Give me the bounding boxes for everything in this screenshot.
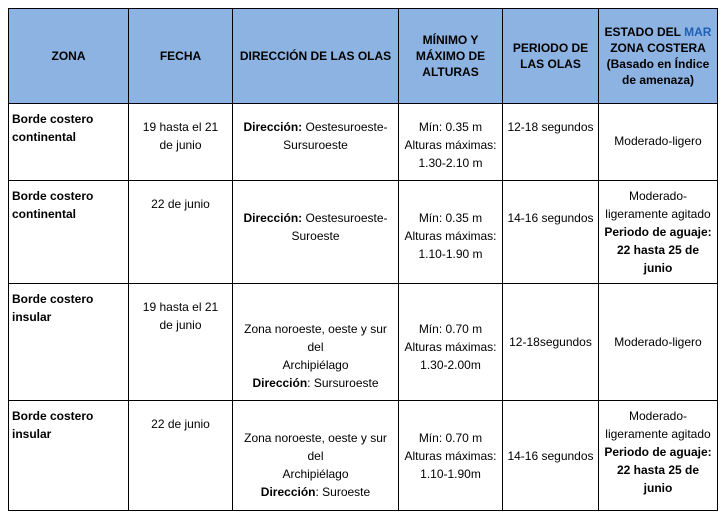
table-row <box>9 401 718 511</box>
table-row <box>9 104 718 181</box>
cell-fecha: 22 de junio <box>129 181 233 284</box>
header-zona: ZONA <box>9 9 129 104</box>
cell-direccion: Dirección: Oestesuroeste- Sursuroeste <box>233 104 399 181</box>
cell-alturas: Mín: 0.35 m Alturas máximas: 1.10-1.90 m <box>399 181 503 284</box>
cell-fecha: 19 hasta el 21 de junio <box>129 104 233 181</box>
cell-direccion: Dirección: Oestesuroeste- Suroeste <box>233 181 399 284</box>
header-direccion: DIRECCIÓN DE LAS OLAS <box>233 9 399 104</box>
cell-direccion: Zona noroeste, oeste y sur del Archipiélago Dirección: Suroeste <box>233 401 399 511</box>
aguaje-dates: 22 hasta 25 de junio <box>616 243 700 275</box>
cell-estado: Moderado- ligeramente agitado Periodo de aguaje: 22 hasta 25 de junio <box>599 181 718 284</box>
header-estado: ESTADO DEL MAR ZONA COSTERA (Basado en Índice de amenaza) <box>599 9 718 104</box>
header-fecha: FECHA <box>129 9 233 104</box>
header-row <box>9 9 718 104</box>
cell-zona: Borde costero insular <box>9 284 129 401</box>
cell-alturas: Mín: 0.70 m Alturas máximas: 1.10-1.90m <box>399 401 503 511</box>
header-periodo: PERIODO DE LAS OLAS <box>503 9 599 104</box>
cell-fecha: 19 hasta el 21 de junio <box>129 284 233 401</box>
cell-periodo: 12-18 segundos <box>503 104 599 181</box>
cell-alturas: Mín: 0.35 m Alturas máximas: 1.30-2.10 m <box>399 104 503 181</box>
cell-periodo: 12-18segundos <box>503 284 599 401</box>
aguaje-dates: 22 hasta 25 de junio <box>616 463 700 495</box>
cell-estado: Moderado-ligero <box>599 284 718 401</box>
header-alturas: MÍNIMO Y MÁXIMO DE ALTURAS <box>399 9 503 104</box>
cell-zona: Borde costero continental <box>9 181 129 284</box>
cell-direccion: Zona noroeste, oeste y sur del Archipiélago Dirección: Sursuroeste <box>233 284 399 401</box>
aguaje-label: Periodo de aguaje: <box>604 445 712 459</box>
cell-fecha: 22 de junio <box>129 401 233 511</box>
cell-alturas: Mín: 0.70 m Alturas máximas: 1.30-2.00m <box>399 284 503 401</box>
table-row <box>9 284 718 401</box>
aguaje-label: Periodo de aguaje: <box>604 225 712 239</box>
cell-estado: Moderado- ligeramente agitado Periodo de aguaje: 22 hasta 25 de junio <box>599 401 718 511</box>
cell-zona: Borde costero continental <box>9 104 129 181</box>
cell-periodo: 14-16 segundos <box>503 401 599 511</box>
cell-estado: Moderado-ligero <box>599 104 718 181</box>
cell-periodo: 14-16 segundos <box>503 181 599 284</box>
cell-zona: Borde costero insular <box>9 401 129 511</box>
header-mar-word: MAR <box>684 25 712 39</box>
table-row <box>9 181 718 284</box>
wave-forecast-table <box>8 8 718 511</box>
